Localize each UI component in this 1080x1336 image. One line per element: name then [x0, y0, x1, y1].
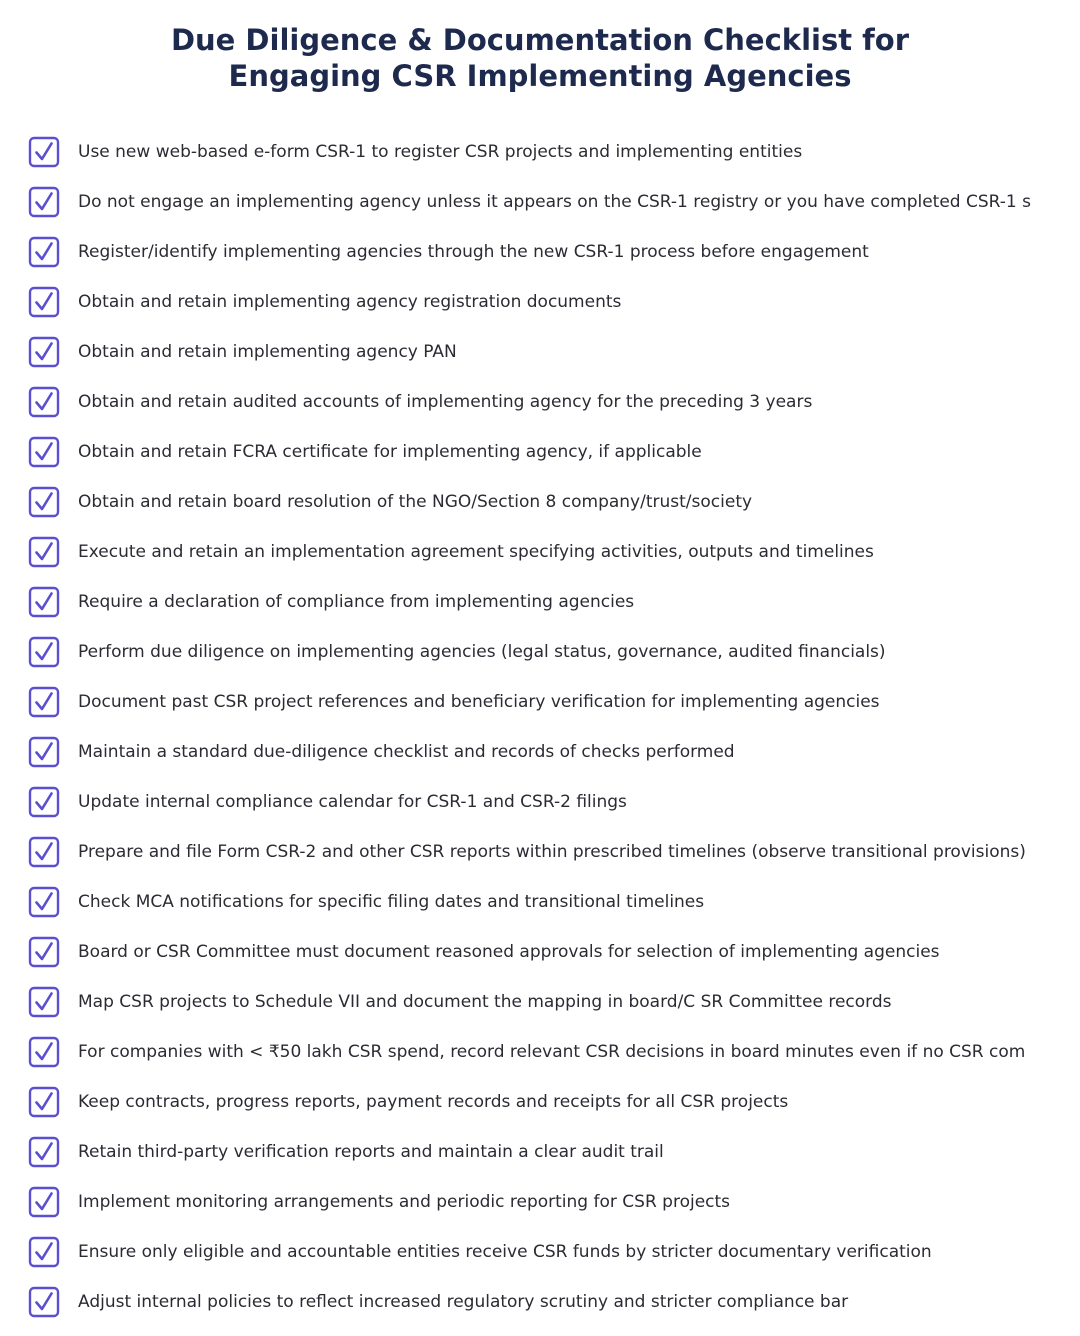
checklist-item-label: Prepare and file Form CSR-2 and other CSR reports within prescribed timelines (observe transitional provisions) [78, 842, 1026, 862]
checklist-item [0, 627, 1080, 677]
checked-box-icon[interactable] [28, 286, 60, 318]
checklist-item [0, 977, 1080, 1027]
checklist-item-label: Obtain and retain audited accounts of implementing agency for the preceding 3 years [78, 392, 813, 412]
checklist-item [0, 1177, 1080, 1227]
checklist-item [0, 427, 1080, 477]
checklist-item-label: Use new web-based e-form CSR-1 to register CSR projects and implementing entities [78, 142, 803, 162]
title-line-1: Due Diligence & Documentation Checklist for [170, 23, 910, 57]
checklist-item [0, 1227, 1080, 1277]
checklist-item-label: Ensure only eligible and accountable entities receive CSR funds by stricter documentary verification [78, 1242, 932, 1262]
checklist-item [0, 1277, 1080, 1327]
checked-box-icon[interactable] [28, 886, 60, 918]
checklist-item-label: Perform due diligence on implementing agencies (legal status, governance, audited financials) [78, 642, 886, 662]
checked-box-icon[interactable] [28, 1086, 60, 1118]
checklist-item-label: Register/identify implementing agencies through the new CSR-1 process before engagement [78, 242, 869, 262]
checked-box-icon[interactable] [28, 636, 60, 668]
checklist-item [0, 1127, 1080, 1177]
checklist-item [0, 1027, 1080, 1077]
checklist-item [0, 877, 1080, 927]
checklist-item [0, 927, 1080, 977]
checked-box-icon[interactable] [28, 1036, 60, 1068]
checked-box-icon[interactable] [28, 1136, 60, 1168]
checklist-item-label: Update internal compliance calendar for CSR-1 and CSR-2 filings [78, 792, 627, 812]
checked-box-icon[interactable] [28, 186, 60, 218]
checked-box-icon[interactable] [28, 1236, 60, 1268]
checked-box-icon[interactable] [28, 786, 60, 818]
checklist-item-label: Implement monitoring arrangements and periodic reporting for CSR projects [78, 1192, 731, 1212]
checklist-item-label: Keep contracts, progress reports, payment records and receipts for all CSR projects [78, 1092, 789, 1112]
checklist-item-label: Adjust internal policies to reflect increased regulatory scrutiny and stricter compliance bar [78, 1292, 849, 1312]
checklist-item-label: Document past CSR project references and beneficiary verification for implementing agencies [78, 692, 880, 712]
checklist-item-label: Do not engage an implementing agency unless it appears on the CSR-1 registry or you have completed CSR-1 s [78, 192, 1031, 212]
checklist-item-label: Board or CSR Committee must document reasoned approvals for selection of implementing agencies [78, 942, 940, 962]
checklist-item-label: Require a declaration of compliance from implementing agencies [78, 592, 635, 612]
checklist-item-label: For companies with < ₹50 lakh CSR spend, record relevant CSR decisions in board minutes even if no CSR com [78, 1042, 1026, 1062]
checked-box-icon[interactable] [28, 936, 60, 968]
checklist-item-label: Check MCA notifications for specific filing dates and transitional timelines [78, 892, 705, 912]
checklist-item [0, 827, 1080, 877]
checked-box-icon[interactable] [28, 836, 60, 868]
checklist-item [0, 227, 1080, 277]
checked-box-icon[interactable] [28, 586, 60, 618]
checklist-item [0, 377, 1080, 427]
checked-box-icon[interactable] [28, 386, 60, 418]
checked-box-icon[interactable] [28, 536, 60, 568]
checked-box-icon[interactable] [28, 436, 60, 468]
checklist-item-label: Execute and retain an implementation agreement specifying activities, outputs and timelines [78, 542, 874, 562]
checklist-item [0, 577, 1080, 627]
checklist-item [0, 127, 1080, 177]
checked-box-icon[interactable] [28, 686, 60, 718]
checklist-item [0, 677, 1080, 727]
checklist-item-label: Maintain a standard due-diligence checklist and records of checks performed [78, 742, 735, 762]
checklist-item-label: Obtain and retain implementing agency registration documents [78, 292, 622, 312]
checked-box-icon[interactable] [28, 736, 60, 768]
checklist-item-label: Retain third-party verification reports and maintain a clear audit trail [78, 1142, 664, 1162]
checklist-item [0, 277, 1080, 327]
checklist-item [0, 777, 1080, 827]
checked-box-icon[interactable] [28, 1186, 60, 1218]
checklist-item [0, 727, 1080, 777]
checklist [0, 127, 1080, 1327]
checked-box-icon[interactable] [28, 336, 60, 368]
checklist-item [0, 477, 1080, 527]
checklist-item-label: Obtain and retain implementing agency PAN [78, 342, 457, 362]
checklist-item-label: Obtain and retain FCRA certificate for implementing agency, if applicable [78, 442, 702, 462]
checklist-item [0, 1077, 1080, 1127]
checked-box-icon[interactable] [28, 986, 60, 1018]
checklist-item-label: Obtain and retain board resolution of the NGO/Section 8 company/trust/society [78, 492, 753, 512]
page-title [0, 22, 1080, 94]
checklist-item-label: Map CSR projects to Schedule VII and document the mapping in board/C SR Committee records [78, 992, 892, 1012]
checked-box-icon[interactable] [28, 1286, 60, 1318]
checked-box-icon[interactable] [28, 486, 60, 518]
checklist-item [0, 527, 1080, 577]
checked-box-icon[interactable] [28, 236, 60, 268]
checklist-item [0, 177, 1080, 227]
checked-box-icon[interactable] [28, 136, 60, 168]
title-line-2: Engaging CSR Implementing Agencies [228, 59, 852, 93]
checklist-item [0, 327, 1080, 377]
